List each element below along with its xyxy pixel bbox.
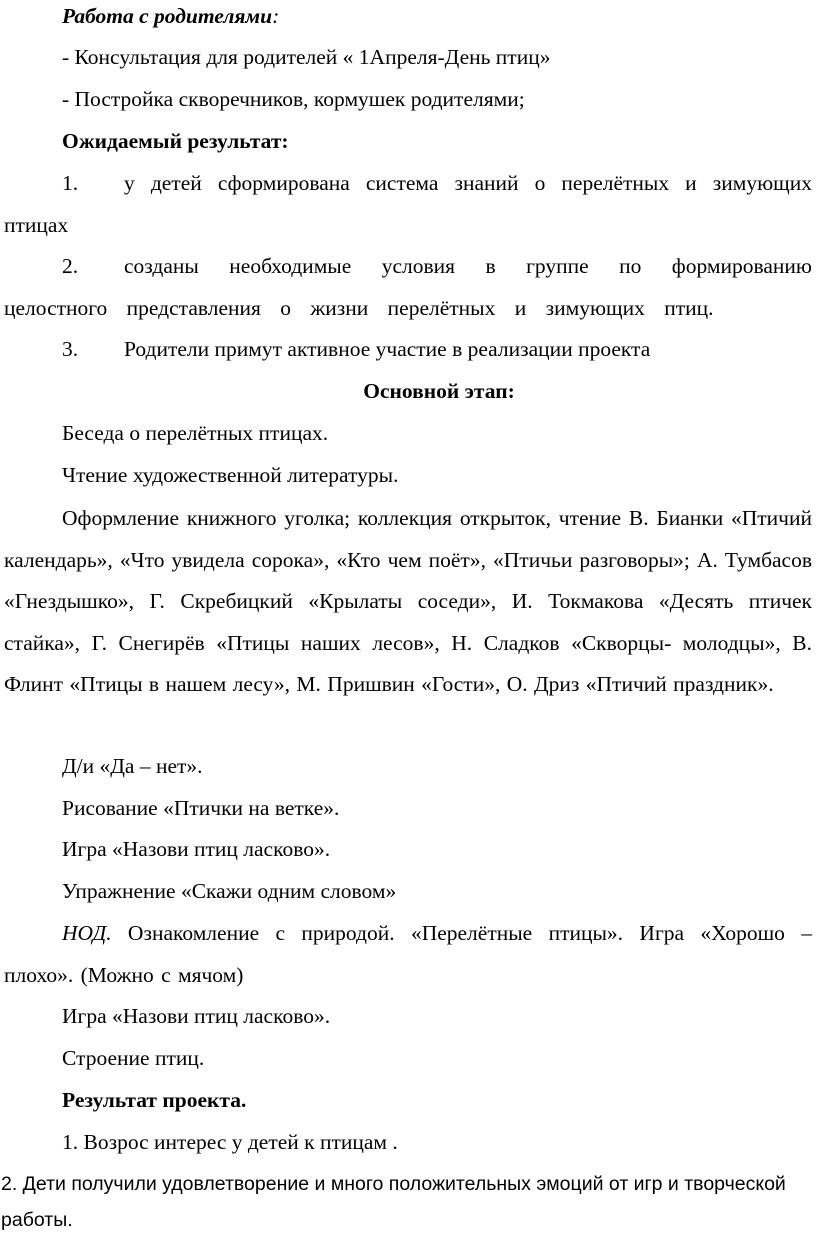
expected-item-text: Родители примут активное участие в реализации проекта (124, 337, 651, 361)
expected-item-3 (4, 329, 812, 371)
expected-item-number: 1. (62, 171, 79, 195)
parents-heading-line (4, 0, 812, 38)
result-heading: Результат проекта. (62, 1088, 247, 1112)
activity-item: Д/и «Да – нет». (62, 754, 203, 778)
main-stage-heading: Основной этап: (363, 379, 515, 403)
activity-item: Чтение художественной литературы. (62, 463, 399, 487)
parents-heading: Работа с родителями (62, 4, 273, 28)
parents-heading-colon: : (272, 4, 280, 28)
parents-item: - Консультация для родителей « 1Апреля-День птиц» (62, 45, 551, 69)
expected-item-text: у детей сформирована система знаний о перелётных и зимующих птицах (4, 171, 812, 237)
expected-item-number: 2. (62, 254, 79, 278)
expected-item-text: созданы необходимые условия в группе по формированию целостного представления о жизни перелётных и зимующих птиц. (4, 254, 812, 320)
result-item: 2. Дети получили удовлетворение и много положительных эмоций от игр и творческой работы. (1, 1173, 786, 1231)
nod-text: Ознакомление с природой. «Перелётные птицы». Игра «Хорошо – плохо». (Можно с мячом) (4, 921, 812, 987)
activity-item: Строение птиц. (62, 1046, 205, 1070)
activity-item: Игра «Назови птиц ласково». (62, 837, 331, 861)
expected-heading: Ожидаемый результат: (62, 129, 289, 153)
activity-item: Беседа о перелётных птицах. (62, 421, 329, 445)
nod-label: НОД. (62, 921, 112, 945)
expected-item-number: 3. (62, 337, 79, 361)
expected-item-1 (4, 163, 812, 246)
result-item: 1. Возрос интерес у детей к птицам . (62, 1130, 398, 1154)
activity-item: Игра «Назови птиц ласково». (62, 1004, 331, 1028)
activity-item: Рисование «Птички на ветке». (62, 796, 340, 820)
expected-item-2 (4, 246, 812, 329)
nod-paragraph (4, 913, 812, 996)
literature-paragraph: Оформление книжного уголка; коллекция открыток, чтение В. Бианки «Птичий календарь», «Что увидела сорока», «Кто чем поёт», «Птичьи разговоры»; А. Тумбасов «Гнездышко», Г. Скребицкий «Крылаты соседи», И. Токмакова «Десять птичек стайка», Г. Снегирёв «Птицы наших лесов», Н. Сладков «Скворцы- молодцы», В. Флинт «Птицы в нашем лесу», М. Пришвин «Гости», О. Дриз «Птичий праздник». (4, 506, 812, 696)
parents-item: - Постройка скворечников, кормушек родителями; (62, 87, 525, 111)
activity-item: Упражнение «Скажи одним словом» (62, 879, 397, 903)
